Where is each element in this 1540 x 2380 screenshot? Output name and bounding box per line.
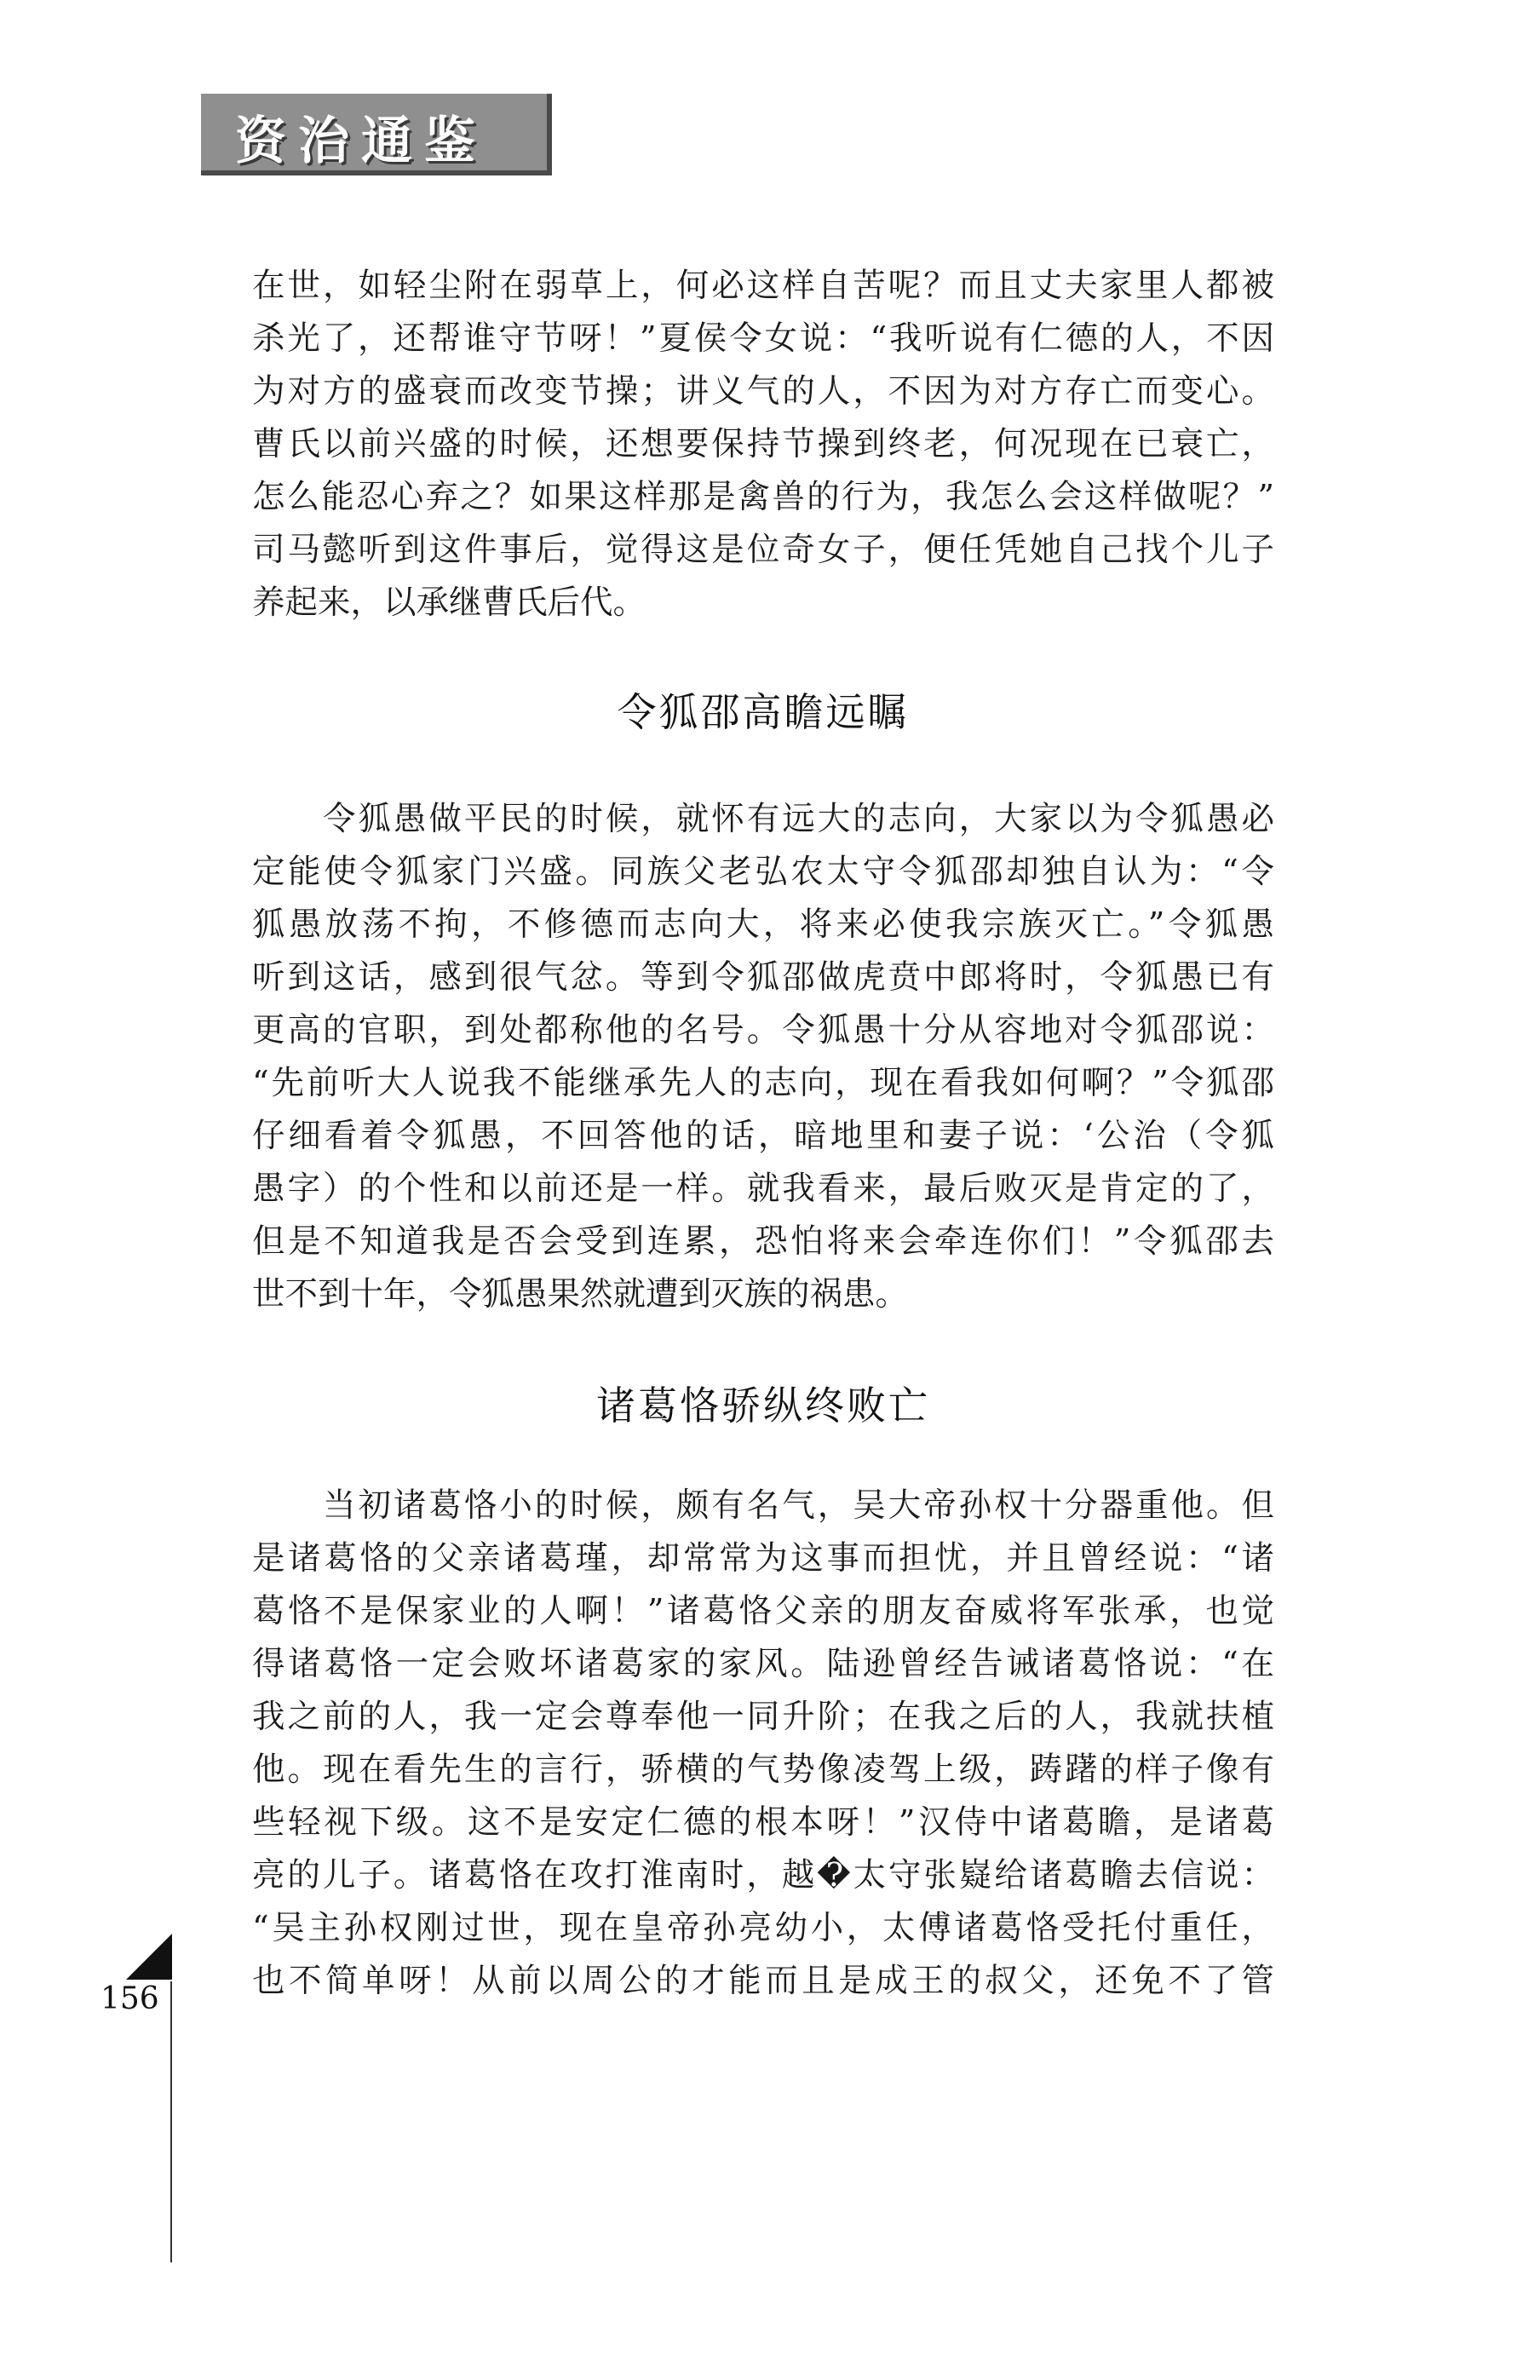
text-line: 当初诸葛恪小的时候，颇有名气，吴大帝孙权十分器重他。但 [252, 1486, 1274, 1525]
text-line: 我之前的人，我一定会尊奉他一同升阶；在我之后的人，我就扶植 [252, 1698, 1274, 1736]
running-head-banner [201, 94, 552, 175]
section-title-linghu-shao: 令狐邵高瞻远瞩 [617, 689, 910, 735]
text-line: 怎么能忍心弃之？如果这样那是禽兽的行为，我怎么会这样做呢？” [252, 478, 1274, 516]
section-paragraph-linghu-shao [252, 793, 1274, 1321]
text-line: 愚字）的个性和以前还是一样。就我看来，最后败灭是肯定的了， [252, 1170, 1274, 1208]
section-title-zhuge-ke: 诸葛恪骄纵终败亡 [596, 1383, 930, 1429]
page-corner-triangle [126, 1934, 172, 1980]
section-paragraph-zhuge-ke [252, 1480, 1274, 2008]
text-line: 令狐愚做平民的时候，就怀有远大的志向，大家以为令狐愚必 [252, 800, 1274, 838]
text-line: 杀光了，还帮谁守节呀！”夏侯令女说：“我听说有仁德的人，不因 [252, 319, 1274, 358]
text-line: 狐愚放荡不拘，不修德而志向大，将来必使我宗族灭亡。”令狐愚 [252, 905, 1274, 944]
book-title: 资治通鉴 [235, 112, 487, 171]
text-line: 亮的儿子。诸葛恪在攻打淮南时，越�太守张嶷给诸葛瞻去信说： [252, 1856, 1274, 1894]
text-line: 曹氏以前兴盛的时候，还想要保持节操到终老，何况现在已衰亡， [252, 425, 1274, 463]
text-line: 定能使令狐家门兴盛。同族父老弘农太守令狐邵却独自认为：“令 [252, 853, 1274, 891]
text-line: “先前听大人说我不能继承先人的志向，现在看我如何啊？”令狐邵 [252, 1064, 1274, 1102]
text-line: 为对方的盛衰而改变节操；讲义气的人，不因为对方存亡而变心。 [252, 372, 1274, 411]
text-line: 养起来，以承继曹氏后代。 [252, 584, 646, 622]
text-line: 他。现在看先生的言行，骄横的气势像凌驾上级，踌躇的样子像有 [252, 1751, 1274, 1789]
text-line: 更高的官职，到处都称他的名号。令狐愚十分从容地对令狐邵说： [252, 1011, 1274, 1049]
text-line: 在世，如轻尘附在弱草上，何必这样自苦呢？而且丈夫家里人都被 [252, 267, 1274, 305]
text-line: 但是不知道我是否会受到连累，恐怕将来会牵连你们！”令狐邵去 [252, 1222, 1274, 1261]
text-line: 世不到十年，令狐愚果然就遭到灭族的祸患。 [252, 1275, 909, 1314]
text-line: 得诸葛恪一定会败坏诸葛家的家风。陆逊曾经告诫诸葛恪说：“在 [252, 1645, 1274, 1683]
text-line: 听到这话，感到很气忿。等到令狐邵做虎贲中郎将时，令狐愚已有 [252, 958, 1274, 997]
text-line: 司马懿听到这件事后，觉得这是位奇女子，便任凭她自己找个儿子 [252, 531, 1274, 569]
continuation-paragraph [252, 260, 1274, 629]
text-line: 些轻视下级。这不是安定仁德的根本呀！”汉侍中诸葛瞻，是诸葛 [252, 1803, 1274, 1842]
margin-rule [170, 1981, 172, 2262]
text-line: “吴主孙权刚过世，现在皇帝孙亮幼小，太傅诸葛恪受托付重任， [252, 1909, 1274, 1947]
text-line: 是诸葛恪的父亲诸葛瑾，却常常为这事而担忧，并且曾经说：“诸 [252, 1539, 1274, 1578]
text-line: 仔细看着令狐愚，不回答他的话，暗地里和妻子说：‘公治（令狐 [252, 1117, 1274, 1155]
page-number: 156 [101, 1981, 159, 2016]
text-line: 葛恪不是保家业的人啊！”诸葛恪父亲的朋友奋威将军张承，也觉 [252, 1592, 1274, 1630]
text-line: 也不简单呀！从前以周公的才能而且是成王的叔父，还免不了管 [252, 1962, 1274, 2000]
